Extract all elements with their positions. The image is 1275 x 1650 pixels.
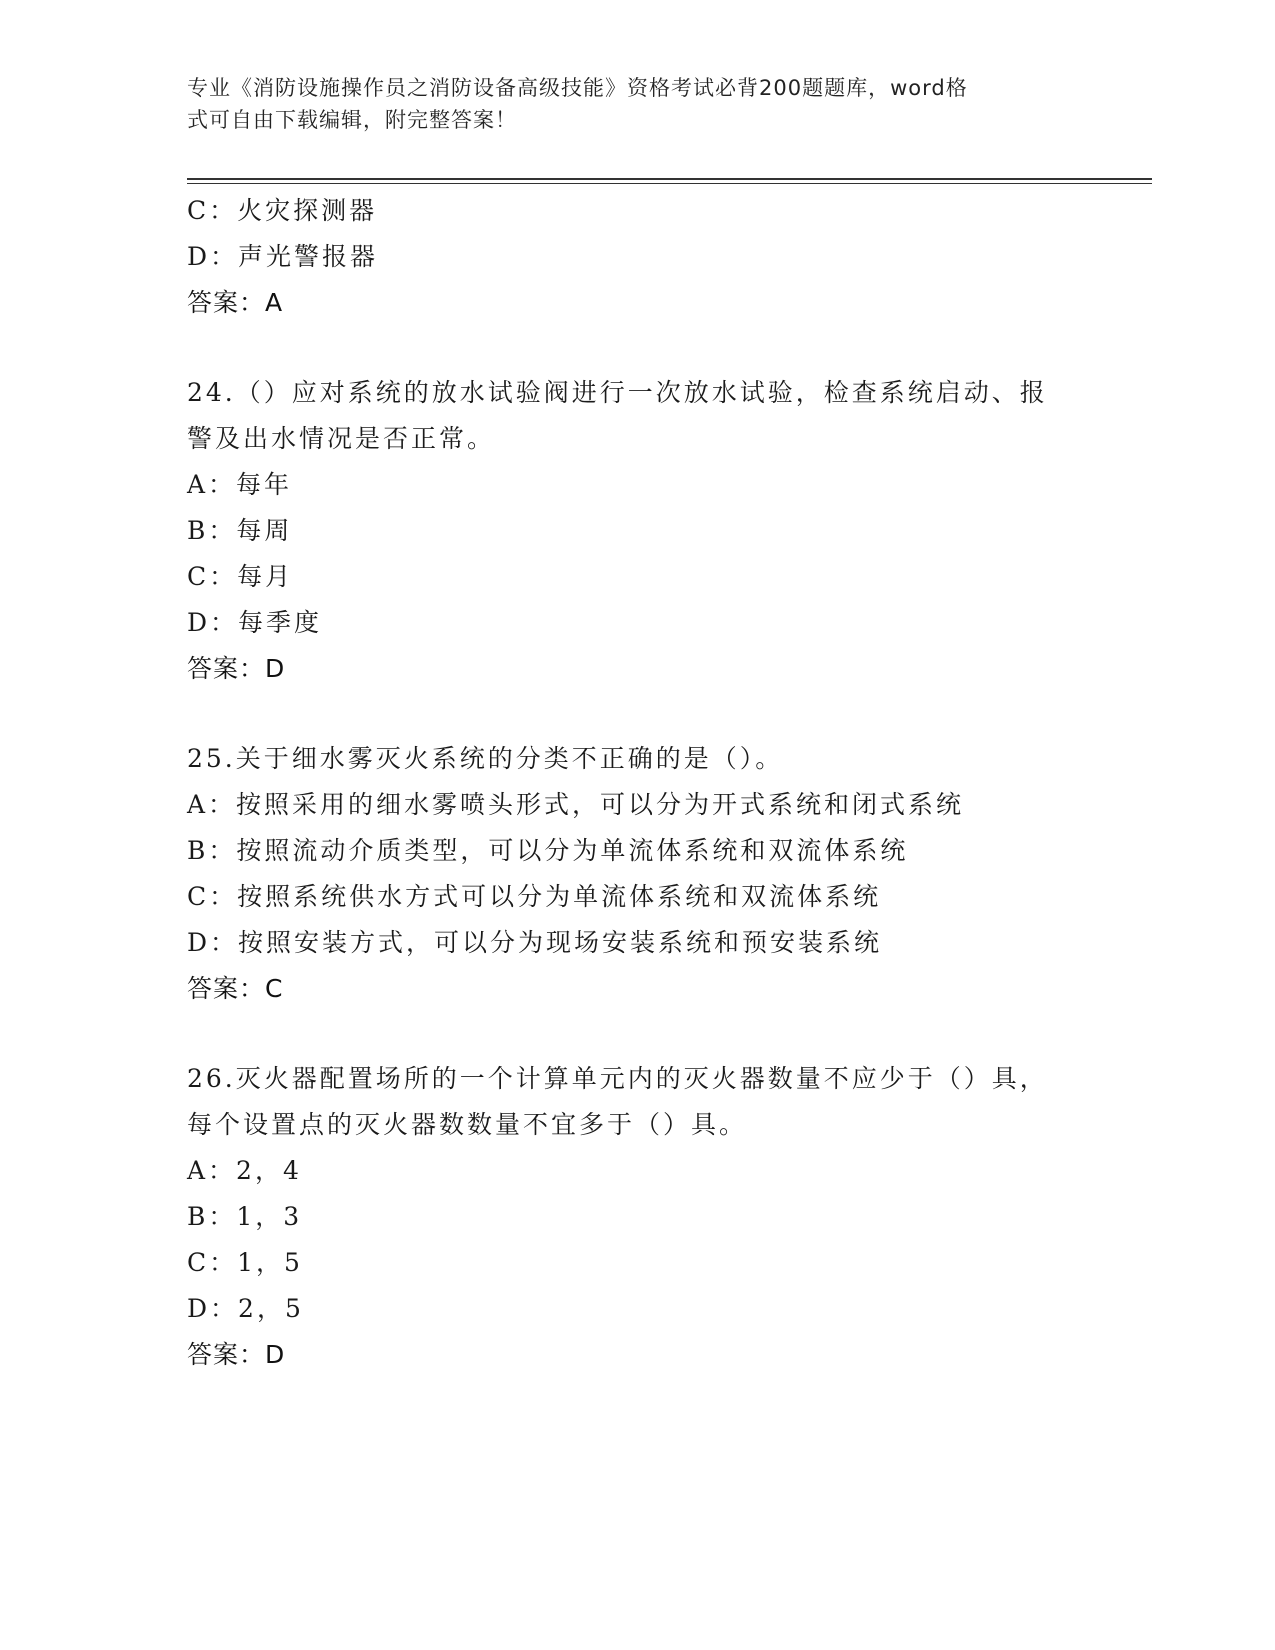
spacer (187, 692, 1087, 736)
option-b: B：按照流动介质类型，可以分为单流体系统和双流体系统 (187, 836, 909, 865)
option-c: C：火灾探测器 (187, 196, 378, 225)
question-stem-line: 每个设置点的灭火器数数量不宜多于（）具。 (187, 1110, 748, 1139)
question-23-tail (187, 188, 1087, 326)
answer-line: 答案：C (187, 974, 284, 1003)
question-26 (187, 1056, 1087, 1378)
option-d: D：按照安装方式，可以分为现场安装系统和预安装系统 (187, 928, 883, 957)
spacer (187, 326, 1087, 370)
option-b: B：每周 (187, 516, 293, 545)
option-a: A：按照采用的细水雾喷头形式，可以分为开式系统和闭式系统 (187, 790, 965, 819)
header-rule-thick (187, 178, 1152, 180)
option-d: D：2，5 (187, 1294, 304, 1323)
option-c: C：每月 (187, 562, 294, 591)
answer-line: 答案：D (187, 1340, 286, 1369)
question-stem-line: 警及出水情况是否正常。 (187, 424, 496, 453)
question-stem-line: 26.灭火器配置场所的一个计算单元内的灭火器数量不应少于（）具， (187, 1064, 1048, 1093)
option-a: A：每年 (187, 470, 293, 499)
question-stem-line: 24.（）应对系统的放水试验阀进行一次放水试验，检查系统启动、报 (187, 378, 1048, 407)
option-d: D：每季度 (187, 608, 323, 637)
answer-line: 答案：A (187, 288, 284, 317)
option-c: C：1，5 (187, 1248, 303, 1277)
page-header (187, 72, 1067, 136)
header-line-2: 式可自由下载编辑，附完整答案！ (187, 108, 517, 132)
spacer (187, 1012, 1087, 1056)
option-d: D：声光警报器 (187, 242, 379, 271)
option-a: A：2，4 (187, 1156, 302, 1185)
option-b: B：1，3 (187, 1202, 303, 1231)
question-24 (187, 370, 1087, 692)
question-stem-line: 25.关于细水雾灭火系统的分类不正确的是（）。 (187, 744, 784, 773)
document-body (187, 188, 1087, 1378)
header-line-1: 专业《消防设施操作员之消防设备高级技能》资格考试必背200题题库，word格 (187, 76, 968, 100)
option-c: C：按照系统供水方式可以分为单流体系统和双流体系统 (187, 882, 882, 911)
header-rule-thin (187, 183, 1152, 184)
question-25 (187, 736, 1087, 1012)
answer-line: 答案：D (187, 654, 286, 683)
